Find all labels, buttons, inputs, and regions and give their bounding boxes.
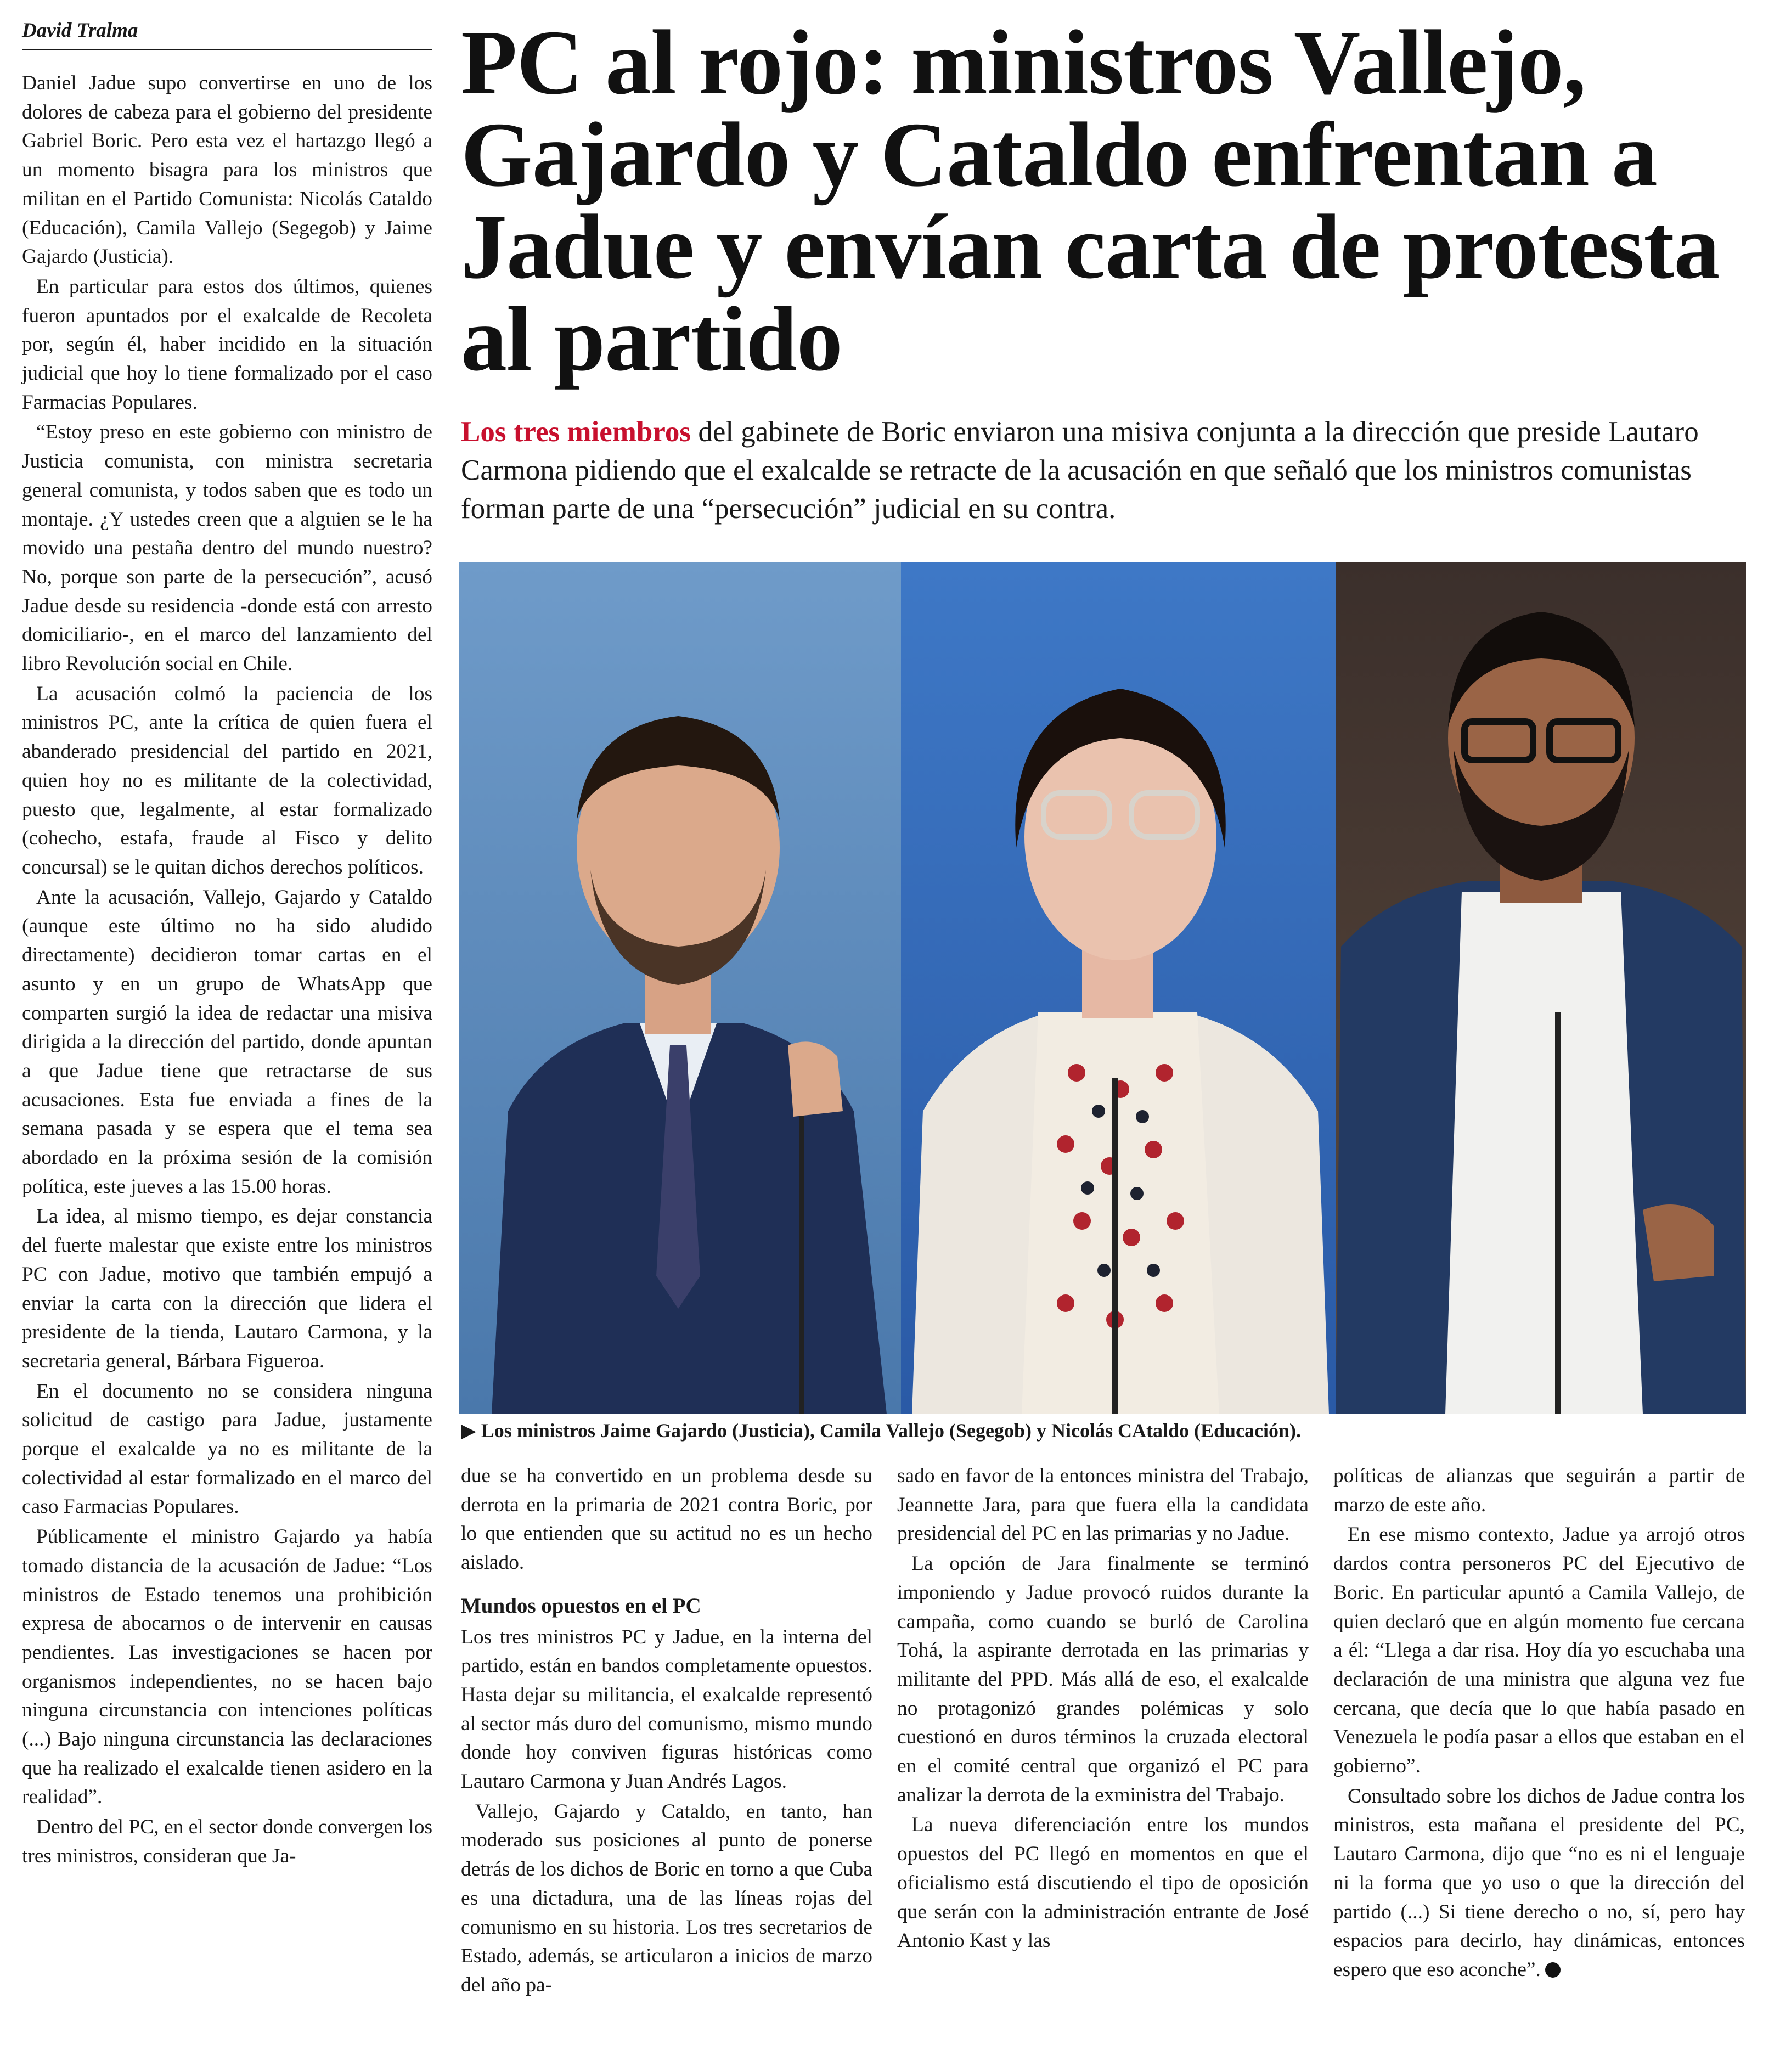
photo-caption: ▶ Los ministros Jaime Gajardo (Justicia), Camila Vallejo (Segegob) y Nicolás CAtaldo (Educación). bbox=[461, 1420, 1301, 1442]
paragraph: En ese mismo contexto, Jadue ya arrojó otros dardos contra personeros PC del Ejecutivo de Boric. En particular apuntó a Camila Vallejo, de quien declaró que en algún momento fue cercana a él: “Llega a dar risa. Hoy día yo escuchaba una declaración de una ministra que alguna vez fue cercana, que decía que lo que había pasado en Venezuela le podía pasar a ellos que estaban en el gobierno”. bbox=[1333, 1523, 1745, 1778]
deck-text: del gabinete de Boric enviaron una misiva conjunta a la dirección que preside Lautaro Carmona pidiendo que el exalcalde se retracte de la acusación en que señaló que los ministros comunistas forman parte de una “persecución” judicial en su contra. bbox=[461, 416, 1699, 525]
paragraph: “Estoy preso en este gobierno con ministro de Justicia comunista, con ministra secretaria general comunista, y todos saben que es todo un montaje. ¿Y ustedes creen que a alguien se le ha movido una pestaña dentro del mundo nuestro? No, porque son parte de la persecución”, acusó Jadue desde su residencia -donde está con arresto domiciliario-, en el marco del lanzamiento del libro Revolución social en Chile. bbox=[22, 421, 432, 675]
paragraph: En el documento no se considera ninguna solicitud de castigo para Jadue, justamente porque el exalcalde ya no es militante de la colectividad al estar formalizado en el marco del caso Farmacias Populares. bbox=[22, 1380, 432, 1518]
article-column-4 bbox=[1333, 1462, 1745, 1985]
photo-triptych bbox=[459, 562, 1746, 1414]
paragraph: sado en favor de la entonces ministra del Trabajo, Jeannette Jara, para que fuera ella la candidata presidencial del PC en las primarias y no Jadue. bbox=[897, 1465, 1309, 1545]
paragraph: La opción de Jara finalmente se terminó imponiendo y Jadue provocó ruidos durante la campaña, como cuando se burló de Carolina Tohá, la aspirante derrotada en las primarias y militante del PPD. Más allá de eso, el exalcalde no protagonizó grandes polémicas y solo cuestionó en duros términos la cruzada electoral en el comité central que organizó el PC para analizar la derrota de la exministra del Trabajo. bbox=[897, 1552, 1309, 1806]
deck-lead: Los tres miembros bbox=[461, 416, 691, 448]
byline: David Tralma bbox=[22, 19, 432, 50]
photo-gajardo bbox=[459, 562, 901, 1414]
paragraph: La nueva diferenciación entre los mundos opuestos del PC llegó en momentos en que el oficialismo está discutiendo el tipo de oposición que serán con la administración entrante de José Antonio Kast y las bbox=[897, 1814, 1309, 1952]
article-column-2 bbox=[461, 1462, 872, 2000]
paragraph: Públicamente el ministro Gajardo ya había tomado distancia de la acusación de Jadue: “Los ministros de Estado tenemos una prohibición expresa de abocarnos o de intervenir en causas pendientes. Las investigaciones se hacen por organismos independientes, no se hacen bajo ninguna circunstancia con intenciones políticas (...) Bajo ninguna circunstancia las declaraciones que ha realizado el exalcalde tienen asidero en la realidad”. bbox=[22, 1525, 432, 1809]
paragraph: due se ha convertido en un problema desde su derrota en la primaria de 2021 contra Boric, por lo que entienden que su actitud no es un hecho aislado. bbox=[461, 1465, 872, 1574]
photo-vallejo bbox=[901, 562, 1336, 1414]
photo-caption-text: Los ministros Jaime Gajardo (Justicia), Camila Vallejo (Segegob) y Nicolás CAtaldo (Educación). bbox=[481, 1420, 1301, 1442]
subhead: Mundos opuestos en el PC bbox=[461, 1594, 701, 1618]
paragraph: políticas de alianzas que seguirán a partir de marzo de este año. bbox=[1333, 1465, 1745, 1516]
photo-cataldo bbox=[1336, 562, 1746, 1414]
paragraph: La idea, al mismo tiempo, es dejar constancia del fuerte malestar que existe entre los ministros PC con Jadue, motivo que también empujó a enviar la carta con la dirección que lidera el presidente de la tienda, Lautaro Carmona, y la secretaria general, Bárbara Figueroa. bbox=[22, 1205, 432, 1372]
paragraph: Dentro del PC, en el sector donde convergen los tres ministros, consideran que Ja- bbox=[22, 1816, 432, 1867]
paragraph: Daniel Jadue supo convertirse en uno de los dolores de cabeza para el gobierno del presidente Gabriel Boric. Pero esta vez el hartazgo llegó a un momento bisagra para los ministros que militan en el Partido Comunista: Nicolás Cataldo (Educación), Camila Vallejo (Segegob) y Jaime Gajardo (Justicia). bbox=[22, 72, 432, 268]
deck bbox=[461, 413, 1761, 528]
paragraph: Ante la acusación, Vallejo, Gajardo y Cataldo (aunque este último no ha sido aludido directamente) decidieron tomar cartas en el asunto y en un grupo de WhatsApp que comparten surgió la idea de redactar una misiva dirigida a la dirección del partido, donde apuntan a que Jadue tiene que retractarse de sus acusaciones. Esta fue enviada a fines de la semana pasada y se espera que el tema sea abordado en la próxima sesión de la comisión política, este jueves a las 15.00 horas. bbox=[22, 886, 432, 1198]
paragraph-final-text: Consultado sobre los dichos de Jadue contra los ministros, esta mañana el presidente del PC, Lautaro Carmona, dijo que “no es ni el lenguaje ni la forma que yo uso o que la dirección del partido (...) Si tiene derecho o no, sí, pero hay espacios para decirlo, hay dinámicas, entonces espero que eso aconche”. bbox=[1333, 1784, 1745, 1981]
paragraph: En particular para estos dos últimos, quienes fueron apuntados por el exalcalde de Recoleta por, según él, haber incidido en la situación judicial que hoy lo tiene formalizado por el caso Farmacias Populares. bbox=[22, 275, 432, 414]
paragraph-final bbox=[1333, 1782, 1745, 1985]
paragraph: La acusación colmó la paciencia de los ministros PC, ante la crítica de quien fuera el abanderado presidencial del partido en 2021, quien hoy no es militante de la colectividad, puesto que, legalmente, al estar formalizado (cohecho, estafa, fraude al Fisco y delito concursal) se le quitan dichos derechos políticos. bbox=[22, 682, 432, 879]
paragraph: Vallejo, Gajardo y Cataldo, en tanto, han moderado sus posiciones al punto de ponerse detrás de los dichos de Boric en torno a que Cuba es una dictadura, una de las líneas rojas del comunismo en su historia. Los tres secretarios de Estado, además, se articularon a inicios de marzo del año pa- bbox=[461, 1800, 872, 1996]
headline: PC al rojo: ministros Vallejo, Gajardo y Cataldo enfrentan a Jadue y envían carta de protesta al partido bbox=[461, 12, 1720, 390]
paragraph: Los tres ministros PC y Jadue, en la interna del partido, están en bandos completamente opuestos. Hasta dejar su militancia, el exalcalde representó al sector más duro del comunismo, mismo mundo donde hoy conviven figuras históricas como Lautaro Carmona y Juan Andrés Lagos. bbox=[461, 1625, 872, 1793]
article-column-3 bbox=[897, 1462, 1309, 1956]
article-column-left bbox=[22, 69, 432, 1871]
end-mark-icon bbox=[1545, 1962, 1561, 1978]
